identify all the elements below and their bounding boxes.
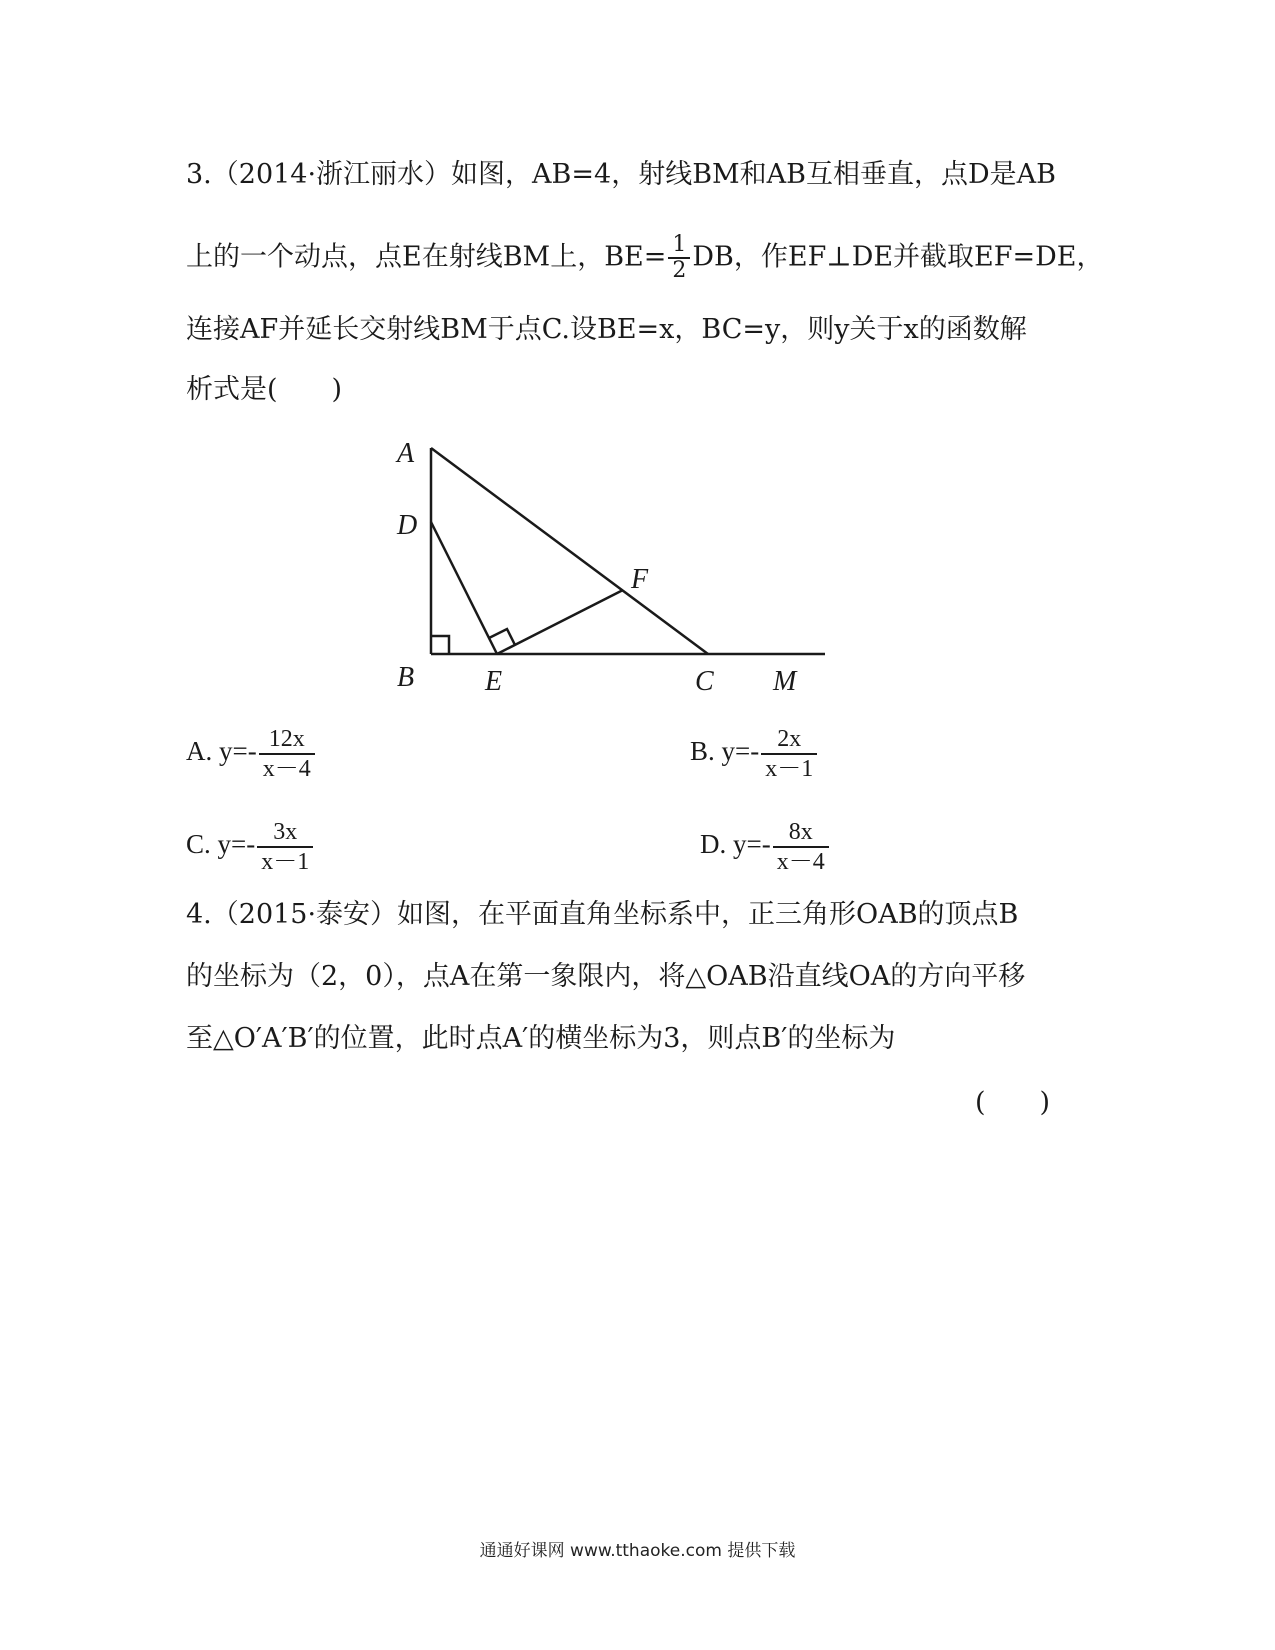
option-c-fraction bbox=[257, 818, 313, 876]
geometry-figure bbox=[397, 438, 835, 704]
option-a-fraction bbox=[259, 725, 315, 783]
one-half-fraction bbox=[668, 233, 690, 283]
option-a-prefix: A. y=- bbox=[186, 736, 257, 767]
option-d-denominator: x－4 bbox=[773, 846, 829, 876]
option-c-prefix: C. y=- bbox=[186, 829, 256, 860]
fraction-denominator: 2 bbox=[668, 257, 690, 283]
label-e: E bbox=[485, 666, 503, 697]
right-angle-e bbox=[489, 629, 515, 645]
option-b-denominator: x－1 bbox=[761, 753, 817, 783]
right-angle-b bbox=[431, 636, 449, 654]
option-b-prefix: B. y=- bbox=[690, 736, 760, 767]
label-m: M bbox=[773, 666, 797, 697]
option-b-numerator: 2x bbox=[777, 726, 802, 752]
q3-line-2-start: 上的一个动点，点E在射线BM上，BE= bbox=[186, 241, 667, 273]
q3-line-2-end: DB，作EF⊥DE并截取EF=DE， bbox=[692, 241, 1104, 273]
option-c[interactable] bbox=[186, 818, 315, 876]
q3-line-1: 3.（2014·浙江丽水）如图，AB=4，射线BM和AB互相垂直，点D是AB bbox=[186, 159, 1057, 190]
segment-de bbox=[431, 522, 497, 654]
segment-ac bbox=[431, 448, 708, 654]
q3-line-4: 析式是( ) bbox=[186, 374, 343, 405]
footer-text: 通通好课网 www.tthaoke.com 提供下载 bbox=[479, 1541, 796, 1561]
option-d[interactable] bbox=[700, 818, 831, 876]
q3-line-3: 连接AF并延长交射线BM于点C.设BE=x，BC=y，则y关于x的函数解 bbox=[186, 314, 1027, 345]
option-a[interactable] bbox=[186, 725, 317, 783]
label-c: C bbox=[695, 666, 714, 697]
option-d-fraction bbox=[773, 818, 829, 876]
q4-line-2: 的坐标为（2，0），点A在第一象限内，将△OAB沿直线OA的方向平移 bbox=[186, 961, 1026, 992]
option-a-numerator: 12x bbox=[268, 726, 305, 752]
label-a: A bbox=[397, 438, 415, 469]
option-a-denominator: x－4 bbox=[259, 753, 315, 783]
q3-line-2 bbox=[186, 233, 1103, 283]
q4-answer-paren: ( ) bbox=[975, 1087, 1051, 1118]
label-b: B bbox=[397, 662, 415, 693]
option-c-numerator: 3x bbox=[273, 819, 298, 845]
label-f: F bbox=[631, 564, 649, 595]
label-d: D bbox=[397, 510, 418, 541]
option-d-prefix: D. y=- bbox=[700, 829, 771, 860]
option-d-numerator: 8x bbox=[788, 819, 813, 845]
option-c-denominator: x－1 bbox=[257, 846, 313, 876]
fraction-numerator: 1 bbox=[672, 232, 687, 257]
option-b-fraction bbox=[761, 725, 817, 783]
q4-line-3: 至△O′A′B′的位置，此时点A′的横坐标为3，则点B′的坐标为 bbox=[186, 1023, 896, 1054]
option-b[interactable] bbox=[690, 725, 819, 783]
q4-line-1: 4.（2015·泰安）如图，在平面直角坐标系中，正三角形OAB的顶点B bbox=[186, 899, 1019, 930]
